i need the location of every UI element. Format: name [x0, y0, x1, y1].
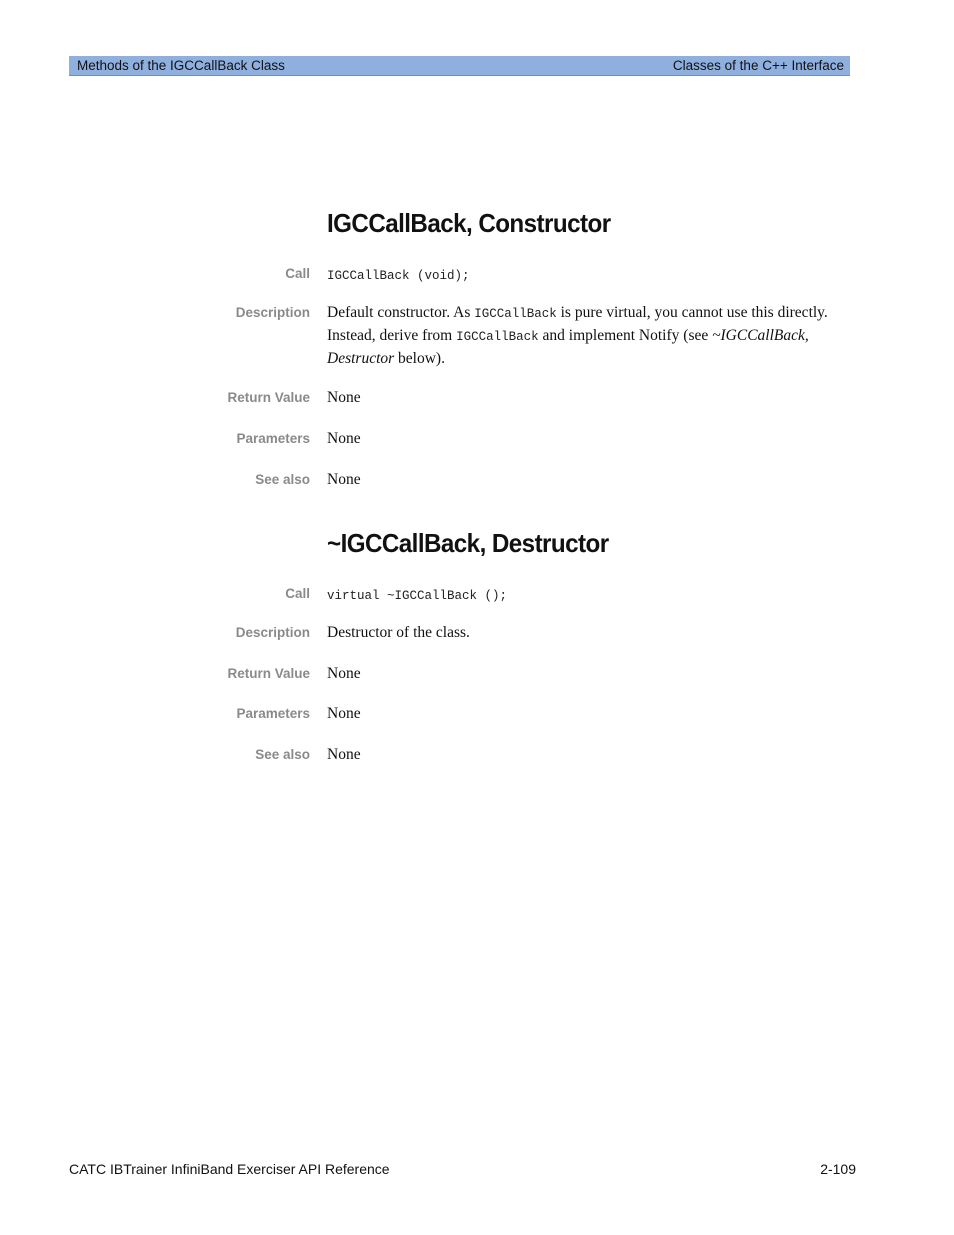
call-label: Call [285, 586, 310, 601]
return-value-label: Return Value [227, 390, 310, 405]
description-label: Description [235, 305, 310, 320]
see-also-text: None [327, 746, 361, 763]
description-text-part: below). [394, 350, 445, 367]
description-text-part: is pure virtual, you cannot use this directly. Instead, derive from [327, 304, 828, 344]
call-label: Call [285, 266, 310, 281]
page-number: 2-109 [820, 1161, 856, 1177]
description-text-part: and implement Notify (see [538, 327, 713, 344]
header-chapter-title: Methods of the IGCCallBack Class [77, 58, 285, 73]
return-value-text: None [327, 665, 361, 682]
call-signature: IGCCallBack (void); [327, 269, 470, 283]
description-cross-reference: ~IGCCallBack, Destructor [327, 327, 809, 367]
parameters-label: Parameters [236, 706, 310, 721]
running-header [69, 56, 850, 76]
description-code-class-name: IGCCallBack [456, 330, 539, 344]
description-label: Description [235, 625, 310, 640]
see-also-label: See also [255, 747, 310, 762]
section-title-constructor: IGCCallBack, Constructor [327, 208, 611, 238]
return-value-text: None [327, 389, 361, 406]
call-signature: virtual ~IGCCallBack (); [327, 589, 508, 603]
see-also-label: See also [255, 472, 310, 487]
return-value-label: Return Value [227, 666, 310, 681]
see-also-text: None [327, 471, 361, 488]
section-title-destructor: ~IGCCallBack, Destructor [327, 528, 609, 558]
header-section-title: Classes of the C++ Interface [672, 58, 844, 73]
description-text-part: Default constructor. As [327, 304, 475, 321]
parameters-label: Parameters [236, 431, 310, 446]
parameters-text: None [327, 705, 361, 722]
footer-document-title: CATC IBTrainer InfiniBand Exerciser API Reference [69, 1161, 390, 1177]
description-text: Destructor of the class. [327, 624, 470, 641]
parameters-text: None [327, 430, 361, 447]
description-code-class-name: IGCCallBack [474, 307, 557, 321]
description-text [327, 302, 847, 370]
